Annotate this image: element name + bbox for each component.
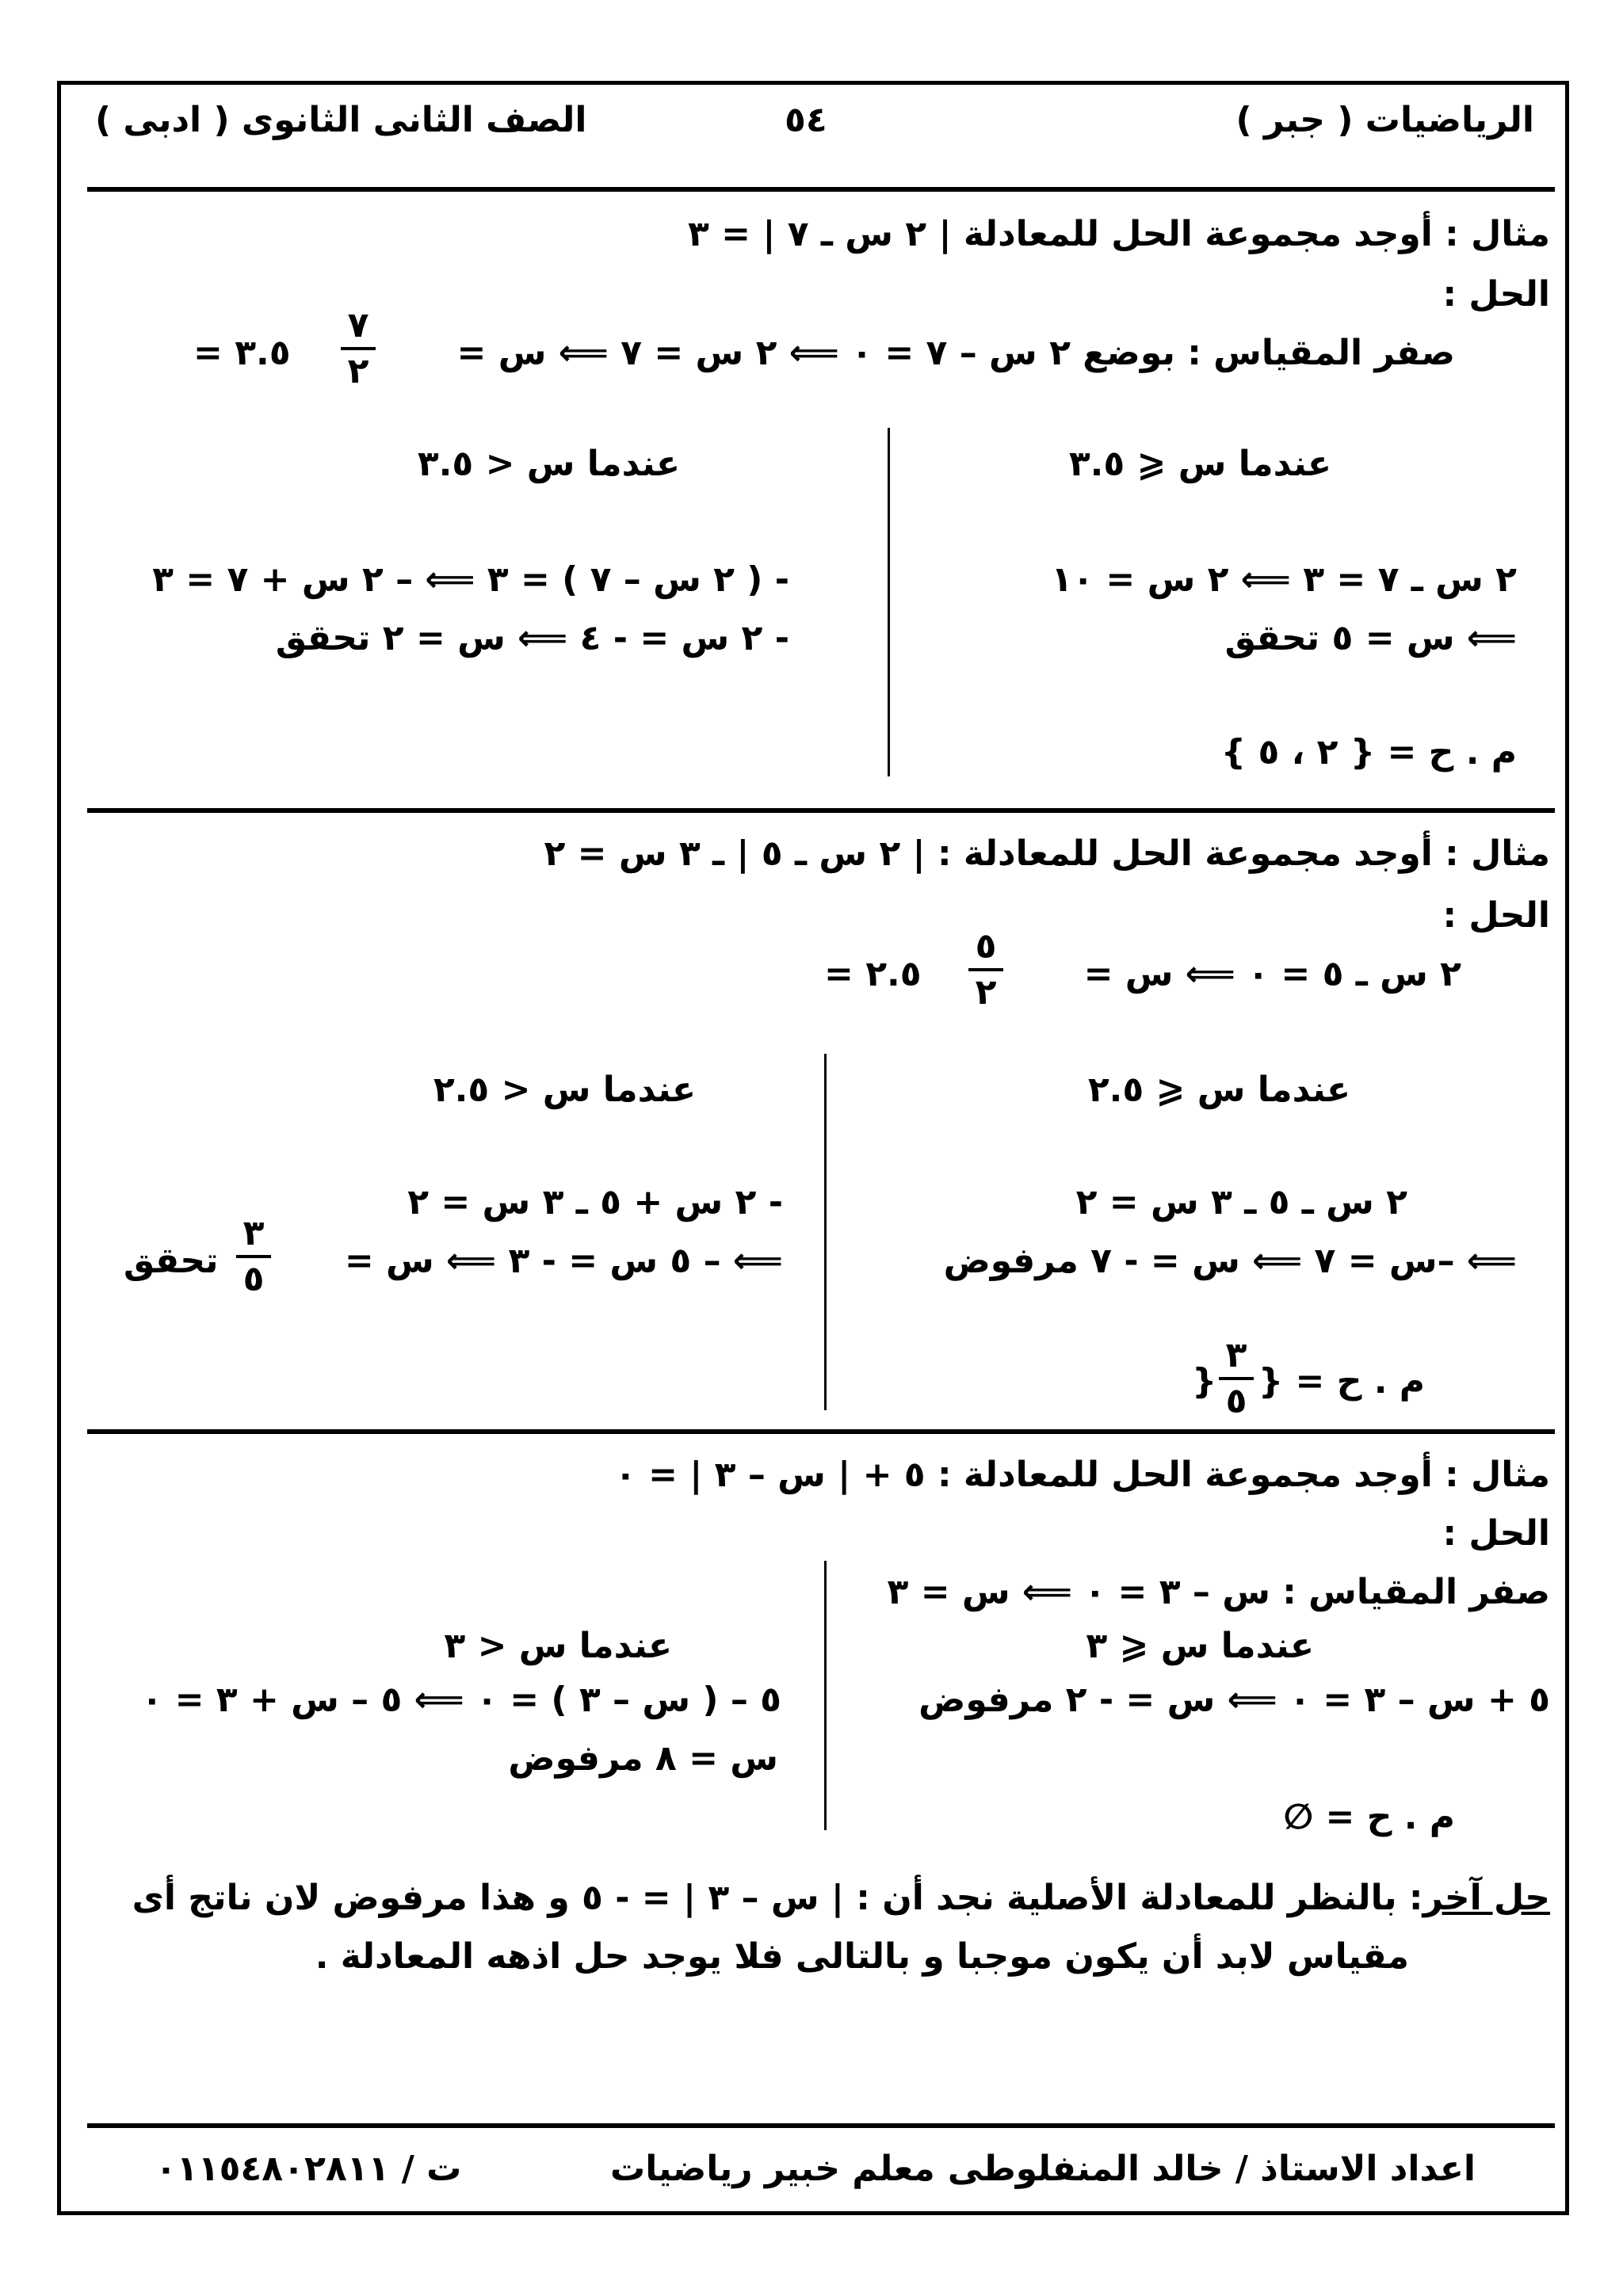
page-number: ٥٤ (785, 100, 827, 140)
ex1-right-heading: عندما س ⩽ ٣.٥ (1068, 444, 1331, 484)
footer-author: اعداد الاستاذ / خالد المنفلوطى (947, 2149, 1476, 2189)
footer-divider (87, 2123, 1555, 2128)
ex1-frac-num: ٧ (347, 305, 369, 345)
ex2-fraction (968, 926, 1003, 1013)
ex1-solution-label: الحل : (1442, 274, 1550, 315)
ex2-left-verified: تحقق (124, 1241, 219, 1281)
ex2-left-frac-den: ٥ (242, 1259, 265, 1300)
ex3-left-line1: ٥ – ( س – ٣ ) = ٠ ⟸ ٥ – س + ٣ = ٠ (141, 1680, 781, 1720)
other-solution-text: : بالنظر للمعادلة الأصلية نجد أن : | س – ٣ | = - ٥ و هذا مرفوض لان ناتج أى (132, 1878, 1423, 1918)
ex1-left-line1: - ( ٢ س – ٧ ) = ٣ ⟸ – ٢ س + ٧ = ٣ (152, 559, 789, 600)
ex2-frac-num: ٥ (975, 926, 997, 967)
ex3-solution-set: م . ح = ∅ (1283, 1797, 1455, 1837)
ex2-zero-result: = ٢.٥ (824, 954, 922, 994)
header-grade: الصف الثانى الثانوى ( ادبى ) (95, 100, 587, 140)
ex1-solution-set: م . ح = { ٢ ، ٥ } (1220, 732, 1517, 772)
footer-phone: ت / ٠١١٥٤٨٠٢٨١١ (155, 2149, 462, 2189)
ex2-solution-label: الحل : (1442, 895, 1550, 936)
ex2-set-fraction (1219, 1337, 1254, 1420)
ex1-left-heading: عندما س < ٣.٥ (417, 444, 680, 484)
ex1-frac-den: ٢ (347, 351, 369, 392)
ex2-frac-den: ٢ (975, 972, 997, 1013)
ex3-solution-label: الحل : (1442, 1513, 1550, 1554)
ex2-left-fraction (236, 1215, 271, 1298)
ex2-set-frac-num: ٣ (1225, 1335, 1247, 1375)
ex2-zero-line: ٢ س ـ ٥ = ٠ ⟸ س = (1083, 954, 1461, 994)
ex3-column-divider (824, 1561, 827, 1830)
ex2-right-line2: ⟸ –س = ٧ ⟸ س = - ٧ مرفوض (943, 1241, 1517, 1281)
ex1-right-line2: ⟸ س = ٥ تحقق (1224, 618, 1517, 658)
ex3-zero-line: صفر المقياس : س – ٣ = ٠ ⟸ س = ٣ (887, 1572, 1550, 1612)
ex2-left-frac-bar (236, 1255, 271, 1258)
ex2-left-heading: عندما س < ٢.٥ (433, 1070, 696, 1110)
ex2-right-heading: عندما س ⩽ ٢.٥ (1087, 1070, 1350, 1110)
header-divider (87, 187, 1555, 192)
ex2-left-line1: - ٢ س + ٥ ـ ٣ س = ٢ (407, 1182, 783, 1222)
ex3-right-heading: عندما س ⩽ ٣ (1086, 1626, 1314, 1666)
ex1-fraction (341, 307, 376, 390)
ex1-zero-line: صفر المقياس : بوضع ٢ س – ٧ = ٠ ⟸ ٢ س = ٧ ⟸ س = (456, 333, 1455, 373)
ex3-left-heading: عندما س < ٣ (444, 1626, 672, 1666)
section-divider-1 (87, 808, 1555, 813)
ex1-zero-result: = ٣.٥ (193, 333, 291, 373)
ex2-frac-bar (968, 968, 1003, 971)
other-solution-line1 (132, 1878, 1550, 1920)
ex2-right-line1: ٢ س ـ ٥ ـ ٣ س = ٢ (1075, 1182, 1407, 1222)
ex3-title: مثال : أوجد مجموعة الحل للمعادلة : ٥ + | س – ٣ | = ٠ (614, 1455, 1550, 1495)
ex3-right-line1: ٥ + س – ٣ = ٠ ⟸ س = - ٢ مرفوض (918, 1680, 1550, 1720)
ex2-left-frac-num: ٣ (242, 1213, 265, 1253)
ex2-set-close: } (1192, 1361, 1217, 1402)
ex1-frac-bar (341, 347, 376, 350)
ex2-set-frac-den: ٥ (1225, 1381, 1247, 1422)
footer-role: معلم خبير رياضيات (610, 2149, 935, 2189)
other-solution-line2: مقياس لابد أن يكون موجبا و بالتالى فلا يوجد حل اذهه المعادلة . (315, 1936, 1409, 1977)
ex1-left-line2: - ٢ س = - ٤ ⟸ س = ٢ تحقق (275, 618, 789, 658)
ex1-column-divider (888, 428, 890, 776)
ex2-left-line2: ⟸ – ٥ س = - ٣ ⟸ س = (344, 1241, 783, 1281)
section-divider-2 (87, 1429, 1555, 1434)
ex1-right-line1: ٢ س ـ ٧ = ٣ ⟸ ٢ س = ١٠ (1051, 559, 1517, 600)
ex2-title: مثال : أوجد مجموعة الحل للمعادلة : | ٢ س ـ ٥ | ـ ٣ س = ٢ (544, 833, 1550, 874)
header-subject: الرياضيات ( جبر ) (1235, 100, 1534, 140)
other-solution-label: حل آخر (1423, 1878, 1550, 1918)
ex3-left-line2: س = ٨ مرفوض (508, 1738, 778, 1779)
ex2-column-divider (824, 1054, 827, 1410)
ex1-title: مثال : أوجد مجموعة الحل للمعادلة | ٢ س ـ ٧ | = ٣ (687, 214, 1550, 254)
ex2-set-frac-bar (1219, 1377, 1254, 1380)
ex2-solution-set: م . ح = { (1258, 1361, 1425, 1402)
